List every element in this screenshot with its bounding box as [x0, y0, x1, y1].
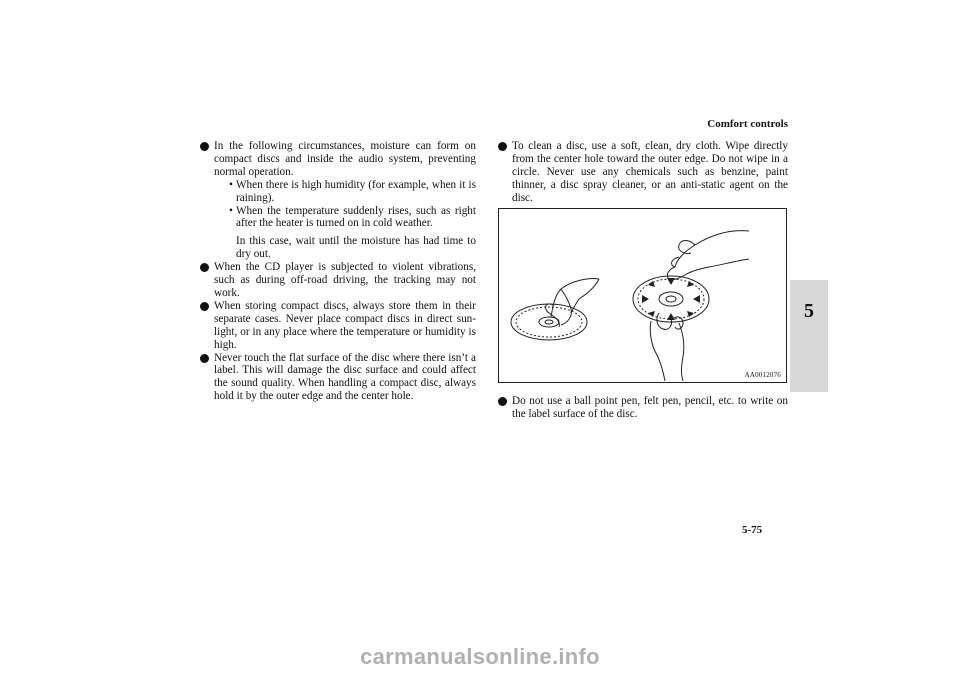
item-text: When the CD player is subjected to violent vibrations, such as during off-road driving, the tracking may not work. — [214, 261, 476, 299]
watermark-text: carmanualsonline.info — [360, 644, 600, 669]
item-text: Do not use a ball point pen, felt pen, pencil, etc. to write on the label surface of the disc. — [512, 395, 788, 420]
sub-bullet-icon: • — [229, 178, 233, 191]
note-text: In this case, wait until the moisture has had time to dry out. — [236, 235, 476, 261]
list-item — [200, 352, 476, 404]
item-text: Never touch the flat surface of the disc where there isn’t a label. This will damage the disc surface and could affect the sound quality. When handling a compact disc, always hold it by the outer edge and the center hole. — [214, 351, 476, 403]
bullet-icon — [200, 354, 209, 363]
item-text: To clean a disc, use a soft, clean, dry cloth. Wipe directly from the center hole toward the outer edge. Do not wipe in a circle. Never use any chemicals such as benzine, paint thinner, a disc spray cleaner, or an anti-static agent on the disc. — [512, 140, 788, 204]
figure-code: AA0012076 — [744, 371, 781, 379]
sub-item-text: When there is high humidity (for example, when it is raining). — [236, 178, 476, 204]
disc-left-outer — [511, 304, 587, 340]
sub-item-text: When the temperature suddenly rises, such as right after the heater is turned on in cold weather. — [236, 204, 476, 230]
right-column — [498, 140, 788, 205]
bullet-icon — [498, 142, 507, 151]
list-item — [200, 300, 476, 352]
item-text: In the following circumstances, moisture can form on compact discs and inside the audio system, preventing normal operation. — [214, 140, 476, 178]
sub-item — [214, 179, 476, 205]
list-item — [498, 395, 788, 421]
sub-item — [214, 205, 476, 231]
list-item — [200, 140, 476, 261]
left-column — [200, 140, 476, 403]
bullet-icon — [200, 142, 209, 151]
chapter-number: 5 — [804, 300, 814, 322]
right-column-continued — [498, 395, 788, 421]
item-text: When storing compact discs, always store them in their separate cases. Never place compact discs in direct sun-light, or in any place where the temperature or humidity is high. — [214, 299, 476, 351]
disc-handling-illustration — [498, 208, 787, 383]
chapter-tab — [790, 280, 828, 392]
bullet-icon — [498, 397, 507, 406]
section-header: Comfort controls — [707, 118, 788, 130]
list-item — [200, 261, 476, 300]
bullet-icon — [200, 302, 209, 311]
bullet-icon — [200, 263, 209, 272]
page-number: 5-75 — [742, 524, 763, 536]
disc-cleaning-drawing — [499, 209, 786, 382]
list-item — [498, 140, 788, 205]
sub-bullet-icon: • — [229, 204, 233, 217]
